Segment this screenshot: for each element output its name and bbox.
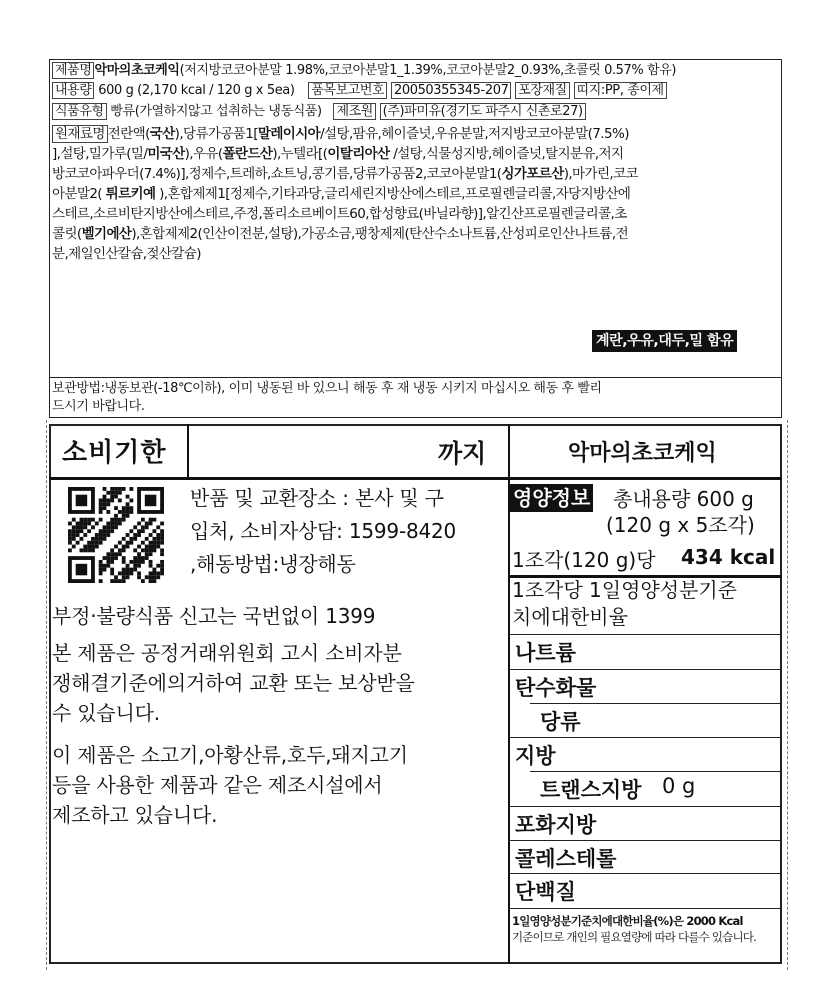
product-name-label: 제품명 [52,62,94,79]
nutrient-name: 탄수화물 [515,676,597,700]
origin-country: 말레이시아 [257,126,321,142]
origin-country: 폴란드산 [222,146,273,162]
notice-line-2: 쟁해결기준에의거하여 교환 또는 보상받을 [52,671,415,695]
volume-value: 600 g (2,170 kcal / 120 g x 5ea) [98,83,295,98]
dv-header-line-2: 치에대한비율 [512,605,628,629]
ingredients-line [52,124,780,144]
volume-label: 내용량 [52,82,94,99]
return-info [190,483,456,579]
nutrient-name: 콜레스테롤 [515,847,617,871]
notice-line-1: 본 제품은 공정거래위원회 고시 소비자분 [52,641,402,665]
nutrient-name: 당류 [540,710,581,734]
ingredient-text: ],설탕,밀가루(밀/ [52,146,148,162]
cut-guide-left [46,420,47,970]
nutrition-per-piece: 1조각(120 g)당 [512,548,656,572]
return-line-2: 입처, 소비자상담: 1599-8420 [190,519,457,543]
ingredient-text: /설탕,식물성지방,헤이즐넛,탈지분유,저지 [389,146,624,162]
expiry-suffix: 까지 [438,439,487,468]
pack-material-label: 포장재질 [515,82,570,99]
nutrition-divider-bottom [508,908,782,909]
ingredient-text: ),우유( [184,146,223,162]
ingredients-line [52,224,780,244]
origin-country: 국산 [149,126,175,142]
ingredient-text: 방코코아파우더(7.4%)],정제수,트레하,쇼트닝,콩기름,당류가공품2,코코아분말1( [52,166,502,182]
nutrition-row-divider [530,703,782,704]
ingredients-block [52,124,780,264]
ingredients-line [52,204,780,224]
ingredients-line [52,244,780,264]
nutrition-total-2: (120 g x 5조각) [606,513,755,537]
nutrition-footnote [512,913,780,945]
report-number-value: 20050355345-207 [391,82,512,99]
pack-material-value: 띠지:PP, 종이제 [574,82,667,99]
origin-country: 벨기에산 [81,226,132,242]
allergen-text: 계란,우유,대두,밀 함유 [596,333,734,349]
ingredient-text: ),누텔라[( [272,146,328,162]
nutrition-row-divider [530,771,782,772]
storage-line-2: 드시기 바랍니다. [52,399,145,414]
qr-code [68,487,164,583]
dv-header-line-1: 1조각당 1일영양성분기준 [512,578,738,602]
nutrition-kcal: 434 kcal [681,545,776,569]
nutrient-name: 트랜스지방 [540,778,642,802]
return-line-3: ,해동방법:냉장해동 [190,552,356,576]
facility-line-3: 제조하고 있습니다. [52,803,218,827]
storage-divider [49,377,782,378]
storage-text [52,380,602,416]
ingredients-line [52,164,780,184]
nutrient-name: 포화지방 [515,813,597,837]
nutrition-row-divider [508,873,782,874]
product-title: 악마의초코케익 [568,441,717,466]
nutrient-name: 지방 [515,744,556,768]
ingredient-text: 콜릿( [52,226,82,242]
origin-country: 튀르키예 [105,186,156,202]
food-type-value: 빵류(가열하지않고 섭취하는 냉동식품) [110,104,322,119]
product-name: 악마의초코케익 [94,63,180,78]
volume-row [52,82,667,99]
cut-guide-right [787,420,788,970]
ingredient-text: ),혼합제제1[정제수,기타과당,글리세린지방산에스테르,프로필렌글리콜,자당지방산에 [155,186,631,202]
maker-value: (주)파미유(경기도 파주시 신촌로27) [380,103,586,120]
nutrient-name: 나트륨 [515,641,576,665]
ingredient-text: 스테르,소르비탄지방산에스테르,주정,폴리소르베이트60,합성향료(바닐라향)],알긴산프로필렌글리콜,초 [52,206,627,222]
ingredient-text: 아분말2( [52,186,106,202]
origin-country: 싱가포르산 [501,166,564,182]
ingredient-text: 전란액( [107,126,150,142]
nutrition-row-divider [508,737,782,738]
nutrition-row-divider [508,669,782,670]
footnote-line-2: 기준이므로 개인의 필요열량에 따라 다를수 있습니다. [512,930,756,944]
nutrition-total-1: 총내용량 600 g [613,487,754,511]
nutrient-name: 단백질 [515,880,576,904]
ingredients-label: 원재료명 [52,125,108,143]
nutrition-row-divider [508,634,782,635]
product-name-detail: (저지방코코아분말 1.98%,코코아분말1_1.39%,코코아분말2_0.93%,초콜릿 0.57% 함유) [179,63,677,78]
origin-country: 이탈리아산 [327,146,390,162]
facility-line-1: 이 제품은 소고기,아황산류,호두,돼지고기 [52,743,408,767]
facility-line-2: 등을 사용한 제품과 같은 제조시설에서 [52,773,383,797]
header-divider [49,477,782,480]
ingredients-line [52,184,780,204]
ingredient-text: ),혼합제제2(인산이전분,설탕),가공소금,팽창제제(탄산수소나트륨,산성피로인산나트륨,전 [131,226,629,242]
notice-text [52,638,415,728]
food-type-row [52,103,586,120]
product-name-row [52,62,676,79]
ingredient-text: /설탕,팜유,헤이즐넛,우유분말,저지방코코아분말(7.5%) [320,126,629,142]
ingredient-text: 분,제일인산칼슘,젖산칼슘) [52,246,201,262]
ingredient-text: ),당류가공품1[ [174,126,258,142]
nutrient-value: 0 g [662,774,696,798]
report-line: 부정·불량식품 신고는 국번없이 1399 [52,604,376,628]
dv-header [512,577,737,631]
footnote-line-1: 1일영양성분기준치에대한비율(%)은 2000 Kcal [512,914,743,928]
notice-line-3: 수 있습니다. [52,701,160,725]
ingredients-text [52,124,780,264]
nutrition-row-divider [508,840,782,841]
report-number-label: 품목보고번호 [308,82,387,99]
expiry-label: 소비기한 [62,438,167,468]
food-type-label: 식품유형 [52,103,107,120]
maker-label: 제조원 [333,103,375,120]
return-line-1: 반품 및 교환장소 : 본사 및 구 [190,486,444,510]
expiry-label-divider [187,424,189,478]
ingredients-line [52,144,780,164]
storage-line-1: 보관방법:냉동보관(-18℃이하), 이미 냉동된 바 있으니 해동 후 재 냉동 시키지 마십시오 해동 후 빨리 [52,381,602,396]
nutrition-header: 영양정보 [510,484,593,512]
allergen-badge [592,330,737,352]
facility-text [52,740,408,830]
nutrition-row-divider [508,806,782,807]
origin-country: 미국산 [147,146,185,162]
ingredient-text: ),마가린,코코 [563,166,638,182]
